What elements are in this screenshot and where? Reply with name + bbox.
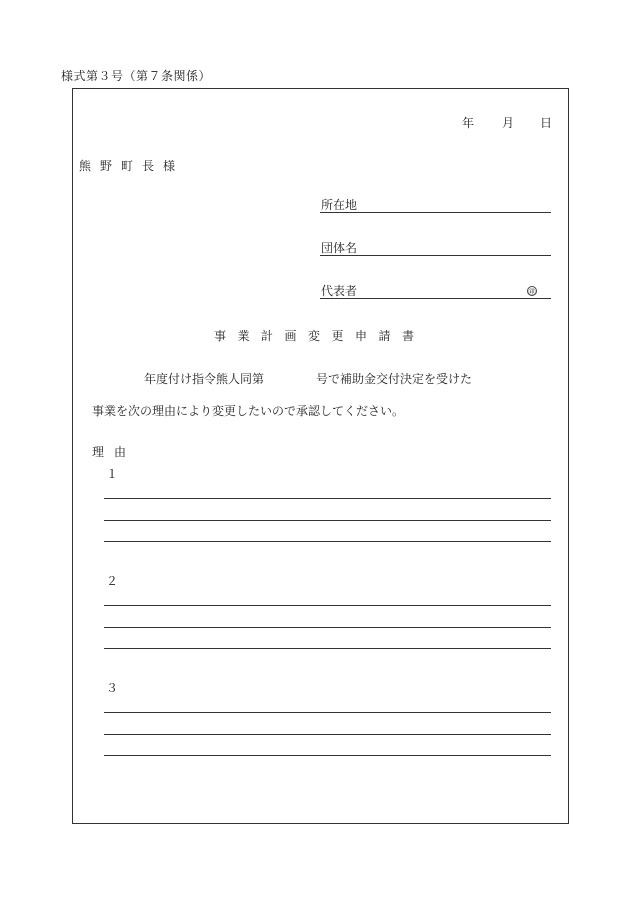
reason-1-line-3[interactable] (104, 541, 551, 542)
reason-2-line-3[interactable] (104, 648, 551, 649)
date-year-label: 年 (462, 116, 475, 130)
reason-2-line-1[interactable] (104, 605, 551, 606)
representative-label: 代表者 (321, 284, 358, 298)
address-field[interactable] (320, 196, 551, 213)
body-text-line2: 事業を次の理由により変更したいので承認してください。 (92, 404, 405, 418)
seal-icon: ㊞ (528, 288, 536, 296)
body-text-line1-start: 年度付け指令熊人同第 (144, 372, 265, 386)
addressee: 熊野町長様 (79, 159, 185, 173)
form-number-label: 様式第３号（第７条関係） (61, 69, 212, 83)
reason-1-line-2[interactable] (104, 520, 551, 521)
reason-3-line-1[interactable] (104, 712, 551, 713)
address-label: 所在地 (321, 198, 358, 212)
reason-item-number: ３ (106, 681, 119, 695)
date-day-label: 日 (540, 116, 553, 130)
reason-item-number: １ (106, 467, 119, 481)
document-title: 事業計画変更申請書 (214, 329, 426, 343)
reason-heading: 理由 (92, 445, 137, 459)
date-month-label: 月 (502, 116, 515, 130)
organization-field[interactable] (320, 239, 551, 256)
organization-label: 団体名 (321, 241, 358, 255)
body-text-line1-end: 号で補助金交付決定を受けた (316, 372, 473, 386)
reason-3-line-2[interactable] (104, 734, 551, 735)
representative-field[interactable] (320, 282, 551, 299)
reason-item-number: ２ (106, 574, 119, 588)
reason-1-line-1[interactable] (104, 498, 551, 499)
reason-3-line-3[interactable] (104, 755, 551, 756)
reason-2-line-2[interactable] (104, 627, 551, 628)
